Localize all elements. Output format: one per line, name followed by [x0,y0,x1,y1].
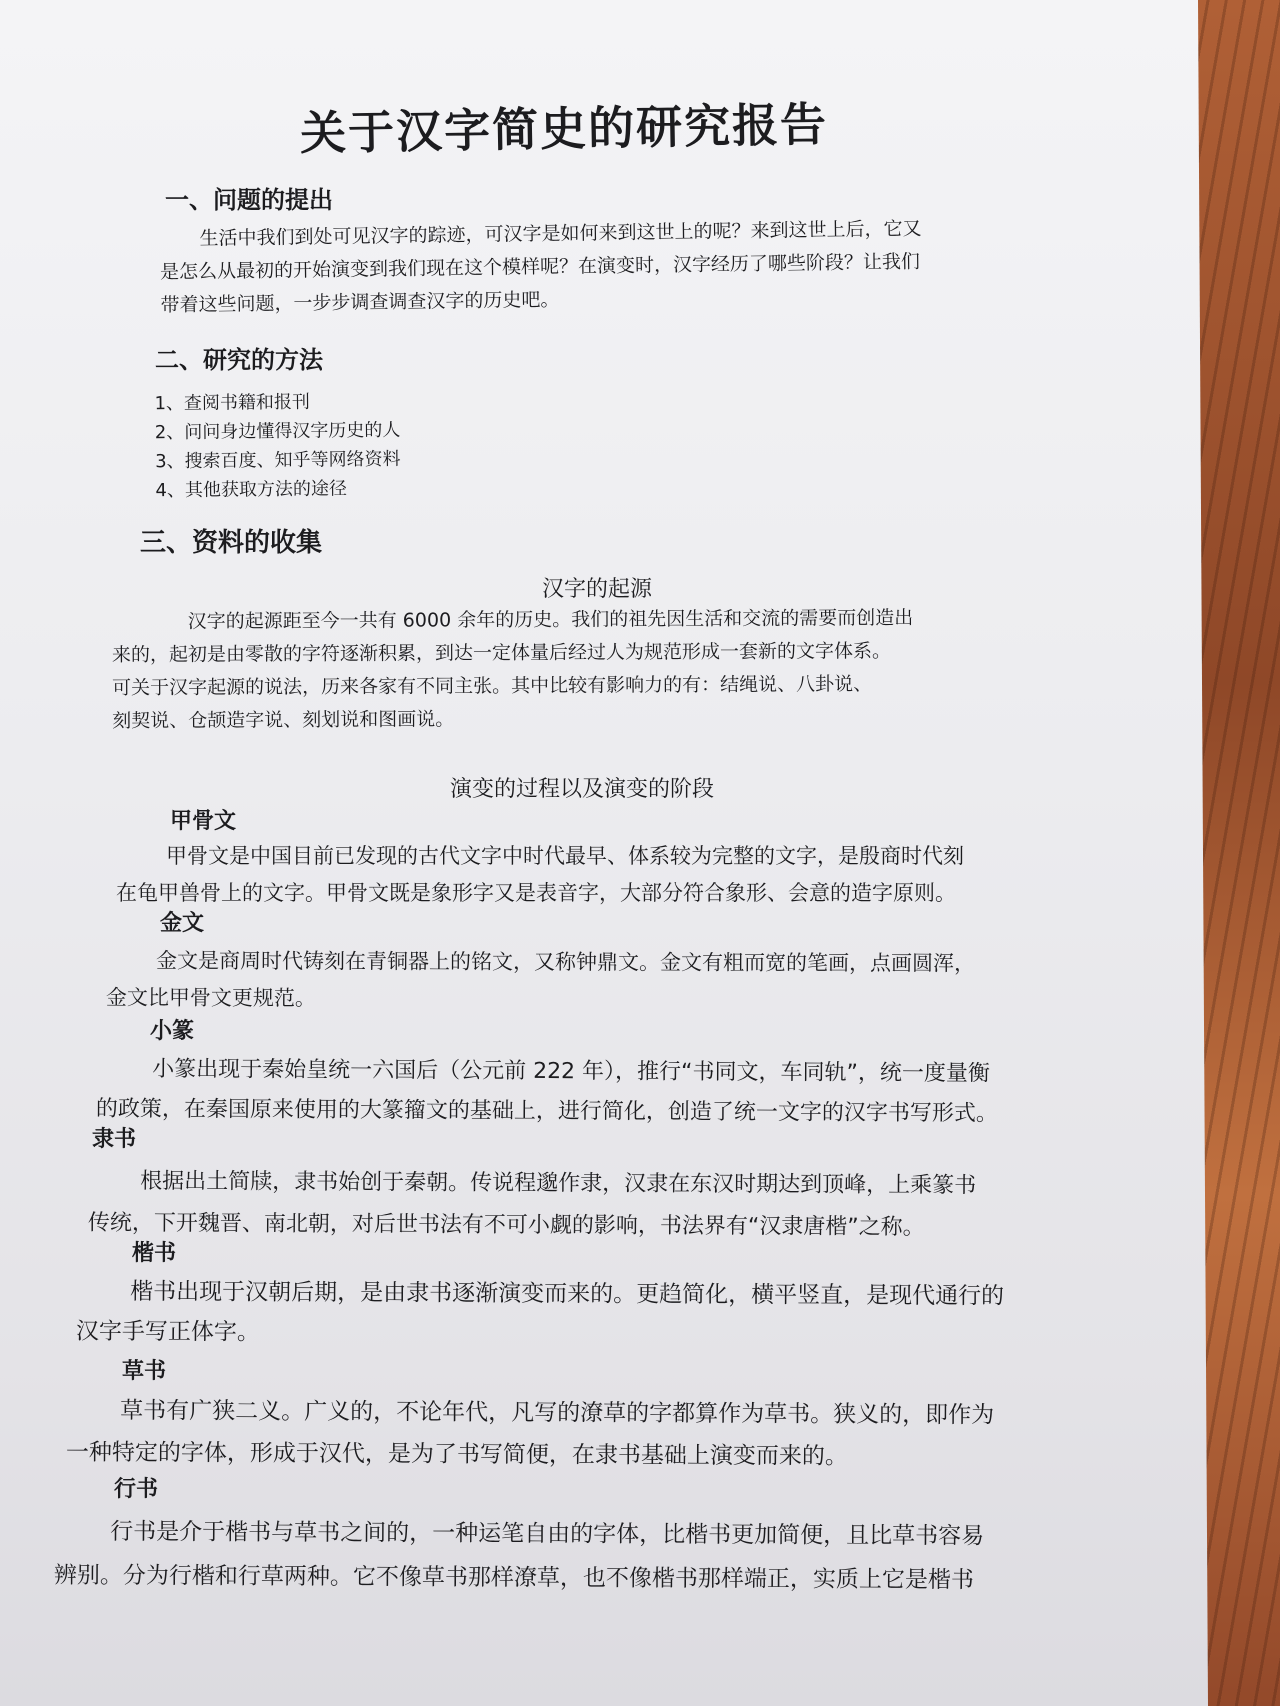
evolution-subtitle: 演变的过程以及演变的阶段 [450,777,715,802]
section1-paragraph [159,213,922,323]
stage-name-caoshu: 草书 [122,1359,167,1384]
stage-line: 辨别。分为行楷和行草两种。它不像草书那样潦草，也不像楷书那样端正，实质上它是楷书 [53,1562,974,1594]
stage-name-jinwen: 金文 [160,911,205,936]
stage-name-jiaguwen: 甲骨文 [170,809,237,834]
stage-name-xiaozhuan: 小篆 [150,1019,195,1044]
section1-line: 带着这些问题，一步步调查调查汉字的历史吧。 [160,288,560,317]
stage-line: 小篆出现于秦始皇统一六国后（公元前 222 年），推行“书同文，车同轨”，统一度量衡 [152,1056,990,1087]
stage-line: 楷书出现于汉朝后期，是由隶书逐渐演变而来的。更趋简化，横平竖直，是现代通行的 [130,1278,1005,1310]
stage-text-jinwen [106,942,975,1019]
section3-heading: 三、资料的收集 [140,528,323,558]
stage-line: 甲骨文是中国目前已发现的古代文字中时代最早、体系较为完整的文字，是殷商时代刻 [166,844,964,868]
stage-text-lishu [88,1161,976,1250]
stage-line: 金文比甲骨文更规范。 [105,985,316,1011]
list-item: 4、其他获取方法的途径 [155,478,348,502]
origin-line: 来的，起初是由零散的字符逐渐积累，到达一定体量后经过人为规范形成一套新的文字体系。 [111,640,891,667]
stage-text-kaishu [76,1272,1004,1357]
stage-line: 行书是介于楷书与草书之间的，一种运笔自由的字体，比楷书更加简便，且比草书容易 [110,1518,985,1550]
stage-line: 传统，下开魏晋、南北朝，对后世书法有不可小觑的影响，书法界有“汉隶唐楷”之称。 [87,1210,925,1241]
origin-line: 可关于汉字起源的说法，历来各家有不同主张。其中比较有影响力的有：结绳说、八卦说、 [112,673,873,700]
stage-name-xingshu: 行书 [114,1477,159,1502]
origin-line: 汉字的起源距至今一共有 6000 余年的历史。我们的祖先因生活和交流的需要而创造出 [187,606,914,633]
list-item: 2、问问身边懂得汉字历史的人 [154,419,401,444]
list-item: 1、查阅书籍和报刊 [154,391,311,415]
stage-line: 的政策，在秦国原来使用的大篆籀文的基础上，进行简化，创造了统一文字的汉字书写形式。 [95,1096,998,1127]
origin-subtitle: 汉字的起源 [542,577,653,602]
stage-line: 金文是商周时代铸刻在青铜器上的铭文，又称钟鼎文。金文有粗而宽的笔画，点画圆浑， [156,948,976,976]
stage-text-xingshu [54,1510,984,1603]
section1-heading: 一、问题的提出 [165,186,333,214]
stage-text-jiaguwen [116,838,964,912]
section1-line: 生活中我们到处可见汉字的踪迹，可汉字是如何来到这世上的呢？来到这世上后，它又 [199,217,922,250]
origin-paragraph [112,602,914,738]
stage-line: 根据出土简牍，隶书始创于秦朝。传说程邈作隶，汉隶在东汉时期达到顶峰，上乘篆书 [140,1168,977,1199]
section2-heading: 二、研究的方法 [155,346,323,374]
section1-line: 是怎么从最初的开始演变到我们现在这个模样呢？在演变时，汉字经历了哪些阶段？让我们 [159,250,921,284]
stage-line: 草书有广狭二义。广义的，不论年代，凡写的潦草的字都算作为草书。狭义的，即作为 [120,1397,995,1429]
document-title: 关于汉字简史的研究报告 [299,97,829,161]
stage-text-caoshu [66,1390,994,1479]
stage-line: 在龟甲兽骨上的文字。甲骨文既是象形字又是表音字，大部分符合象形、会意的造字原则。 [116,881,956,905]
methods-list [154,387,401,506]
stage-text-xiaozhuan [96,1050,998,1135]
origin-line: 刻契说、仓颉造字说、刻划说和图画说。 [112,708,455,733]
stage-line: 一种特定的字体，形成于汉代，是为了书写简便，在隶书基础上演变而来的。 [65,1439,848,1470]
stage-line: 汉字手写正体字。 [75,1318,260,1346]
stage-name-lishu: 隶书 [92,1127,137,1152]
stage-name-kaishu: 楷书 [132,1241,177,1266]
list-item: 3、搜索百度、知乎等网络资料 [155,448,401,473]
